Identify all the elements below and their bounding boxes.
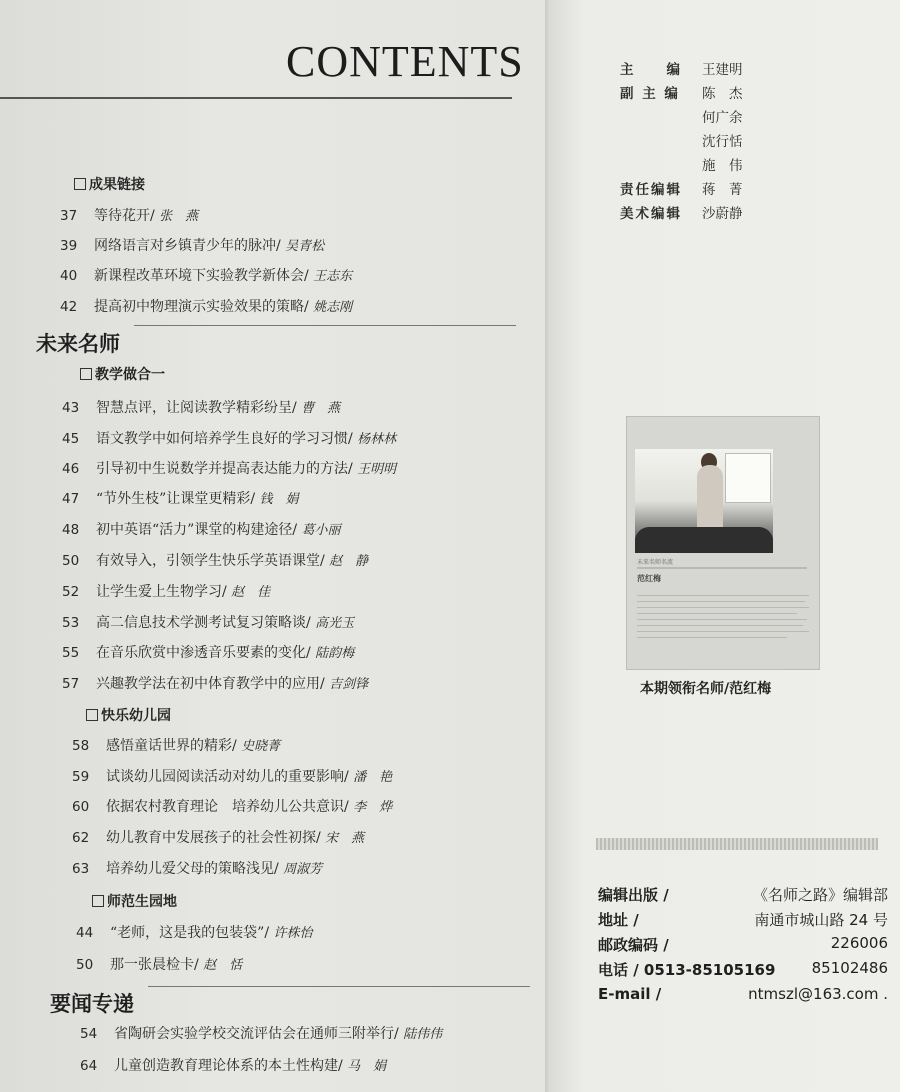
toc-entry[interactable]: 64 儿童创造教育理论体系的本土性构建/ 马 娟: [80, 1058, 387, 1074]
thumbnail-column-label: 未来名师名流: [637, 559, 674, 566]
subsection-shifan: 师范生园地: [92, 891, 177, 911]
toc-entry[interactable]: 47 “节外生枝”让课堂更精彩/ 钱 娟: [62, 491, 299, 507]
toc-entry[interactable]: 45 语文教学中如何培养学生良好的学习习惯/ 杨林林: [62, 431, 397, 447]
toc-entry[interactable]: 63 培养幼儿爱父母的策略浅见/ 周淑芳: [72, 861, 323, 877]
toc-entry[interactable]: 46 引导初中生说数学并提高表达能力的方法/ 王明明: [62, 461, 397, 477]
feature-caption: 本期领衔名师/范红梅: [640, 681, 772, 697]
thumbnail-text-line: [637, 637, 787, 638]
section-rule: [148, 986, 530, 987]
toc-entry[interactable]: 59 试谈幼儿园阅读活动对幼儿的重要影响/ 潘 艳: [72, 769, 393, 785]
title-rule: [0, 97, 512, 99]
subsection-jiaoxue: 教学做合一: [80, 364, 165, 384]
thumbnail-rule: [637, 567, 807, 569]
thumbnail-text-line: [637, 619, 807, 620]
toc-entry[interactable]: 53 高二信息技术学测考试复习策略谈/ 高光玉: [62, 615, 355, 631]
toc-entry[interactable]: 50 有效导入，引领学生快乐学英语课堂/ 赵 静: [62, 553, 369, 569]
thumbnail-text-line: [637, 607, 809, 608]
toc-entry[interactable]: 57 兴趣教学法在初中体育教学中的应用/ 吉剑锋: [62, 676, 369, 692]
contents-title: CONTENTS: [286, 37, 524, 86]
staff-art-editor: 美术编辑 沙蔚静: [620, 206, 743, 222]
staff-deputy-name: 何广余: [702, 110, 743, 126]
teacher-photo: [635, 449, 773, 553]
staff-responsible-editor: 责任编辑 蒋 菁: [620, 182, 743, 198]
toc-entry[interactable]: 40 新课程改革环境下实验教学新体会/ 王志东: [60, 268, 353, 284]
toc-entry[interactable]: 58 感悟童话世界的精彩/ 史晓菁: [72, 738, 281, 754]
toc-entry[interactable]: 48 初中英语“活力”课堂的构建途径/ 葛小丽: [62, 522, 341, 538]
subsection-chengguo: 成果链接: [74, 174, 145, 194]
toc-entry[interactable]: 54 省陶研会实验学校交流评估会在通师三附举行/ 陆伟伟: [80, 1026, 443, 1042]
thumbnail-text-line: [637, 613, 797, 614]
checkbox-icon: [92, 895, 104, 907]
section-rule: [134, 325, 516, 326]
toc-entry[interactable]: 39 网络语言对乡镇青少年的脉冲/ 吴青松: [60, 238, 325, 254]
feature-thumbnail[interactable]: [626, 416, 820, 670]
classroom-window: [725, 453, 771, 503]
toc-entry[interactable]: 43 智慧点评，让阅读教学精彩纷呈/ 曹 燕: [62, 400, 341, 416]
staff-deputy-name: 施 伟: [702, 158, 743, 174]
thumbnail-text-line: [637, 631, 809, 632]
staff-chief-editor: 主 编 王建明: [620, 62, 743, 78]
toc-entry[interactable]: 62 幼儿教育中发展孩子的社会性初探/ 宋 燕: [72, 830, 365, 846]
thumbnail-text-line: [637, 601, 805, 602]
toc-entry[interactable]: 52 让学生爱上生物学习/ 赵 佳: [62, 584, 271, 600]
section-heading-weilai: 未来名师: [36, 332, 120, 356]
checkbox-icon: [80, 368, 92, 380]
section-heading-yaowen: 要闻专递: [50, 992, 134, 1016]
book-spine: [545, 0, 549, 1092]
toc-entry[interactable]: 60 依据农村教育理论 培养幼儿公共意识/ 李 烨: [72, 799, 393, 815]
toc-entry[interactable]: 37 等待花开/ 张 燕: [60, 208, 199, 224]
staff-deputy-name: 沈行恬: [702, 134, 743, 150]
info-divider-bar: [596, 838, 878, 850]
toc-entry[interactable]: 44 “老师，这是我的包装袋”/ 许株怡: [76, 925, 313, 941]
checkbox-icon: [74, 178, 86, 190]
staff-deputy-editor: 副 主 编 陈 杰: [620, 86, 743, 102]
thumbnail-text-line: [637, 595, 809, 596]
subsection-youer: 快乐幼儿园: [86, 705, 171, 725]
toc-entry[interactable]: 42 提高初中物理演示实验效果的策略/ 姚志刚: [60, 299, 353, 315]
thumbnail-name: 范红梅: [637, 574, 661, 583]
thumbnail-text-line: [637, 625, 803, 626]
checkbox-icon: [86, 709, 98, 721]
toc-entry[interactable]: 50 那一张晨检卡/ 赵 恬: [76, 957, 243, 973]
students-silhouette: [635, 527, 773, 553]
toc-entry[interactable]: 55 在音乐欣赏中渗透音乐要素的变化/ 陆韵梅: [62, 645, 355, 661]
